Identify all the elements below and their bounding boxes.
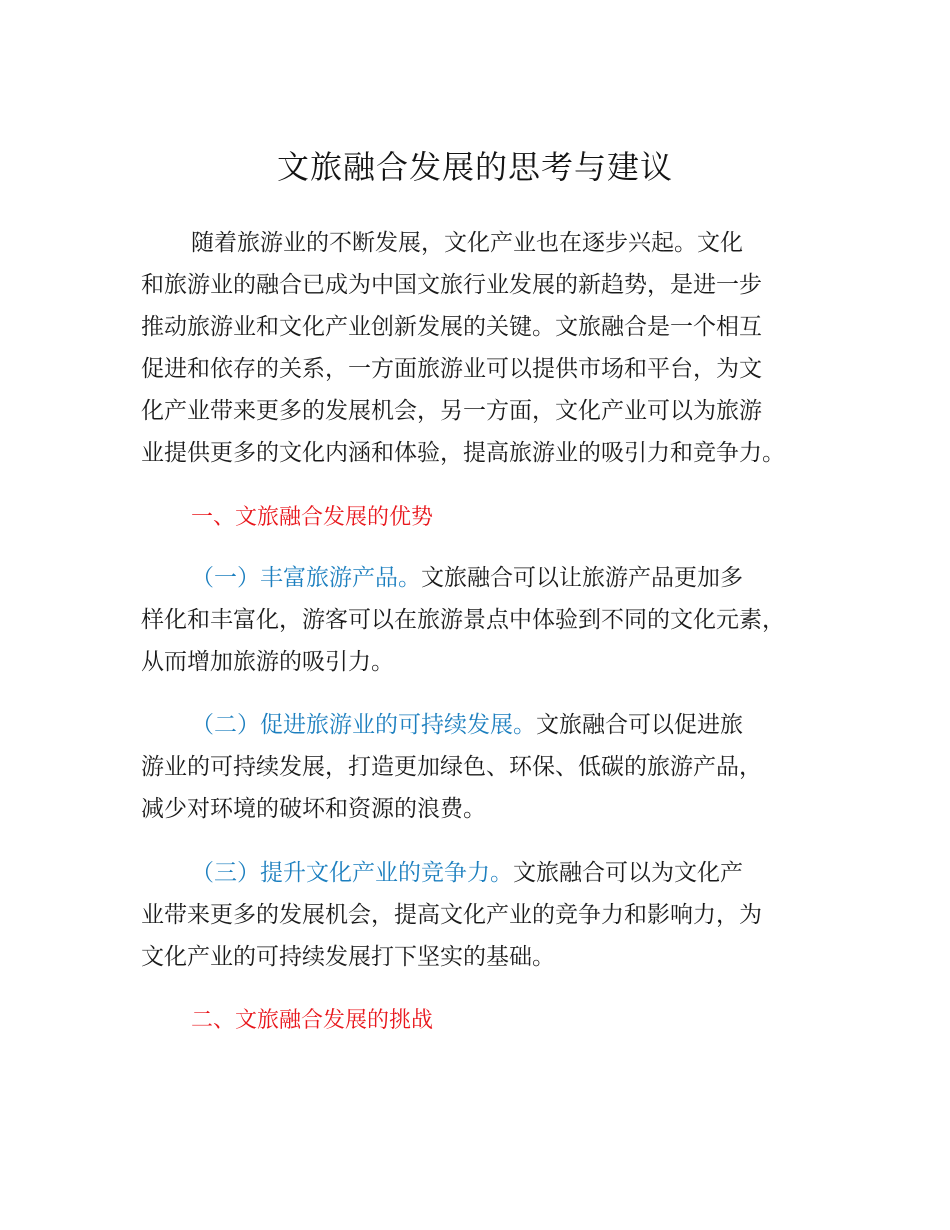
section-heading-advantages [141, 497, 841, 539]
paragraph-line [141, 557, 841, 599]
paragraph-line: 文化产业的可持续发展打下坚实的基础。 [141, 944, 555, 970]
section-heading-text: 二、文旅融合发展的挑战 [191, 1008, 434, 1033]
subheading-text: （一）丰富旅游产品。 [191, 565, 421, 591]
paragraph-text: 文旅融合可以为文化产 [513, 860, 743, 886]
paragraph-line: 业提供更多的文化内涵和体验，提高旅游业的吸引力和竞争力。 [141, 440, 785, 466]
paragraph-line: 促进和依存的关系，一方面旅游业可以提供市场和平台，为文 [141, 356, 762, 382]
section-heading-challenges [141, 1000, 841, 1042]
subheading-text: （三）提升文化产业的竞争力。 [191, 860, 513, 886]
paragraph-line: 业带来更多的发展机会，提高文化产业的竞争力和影响力，为 [141, 902, 762, 928]
paragraph-text: 文旅融合可以让旅游产品更加多 [421, 565, 743, 591]
paragraph-text: 文旅融合可以促进旅 [536, 712, 743, 738]
advantage-item-1 [141, 557, 841, 683]
intro-paragraph [141, 222, 841, 474]
paragraph-line [141, 704, 841, 746]
paragraph-line: 减少对环境的破坏和资源的浪费。 [141, 796, 486, 822]
paragraph-line: 推动旅游业和文化产业创新发展的关键。文旅融合是一个相互 [141, 314, 762, 340]
paragraph-line: 和旅游业的融合已成为中国文旅行业发展的新趋势，是进一步 [141, 272, 762, 298]
paragraph-line: 化产业带来更多的发展机会，另一方面，文化产业可以为旅游 [141, 398, 762, 424]
paragraph-line: 随着旅游业的不断发展，文化产业也在逐步兴起。文化 [191, 230, 743, 256]
paragraph-line: 样化和丰富化，游客可以在旅游景点中体验到不同的文化元素， [141, 607, 785, 633]
advantage-item-3 [141, 852, 841, 978]
paragraph-line: 从而增加旅游的吸引力。 [141, 649, 394, 675]
advantage-item-2 [141, 704, 841, 830]
paragraph-line [141, 852, 841, 894]
subheading-text: （二）促进旅游业的可持续发展。 [191, 712, 536, 738]
document-title: 文旅融合发展的思考与建议 [276, 148, 673, 186]
section-heading-text: 一、文旅融合发展的优势 [191, 505, 434, 530]
paragraph-line: 游业的可持续发展，打造更加绿色、环保、低碳的旅游产品， [141, 754, 762, 780]
